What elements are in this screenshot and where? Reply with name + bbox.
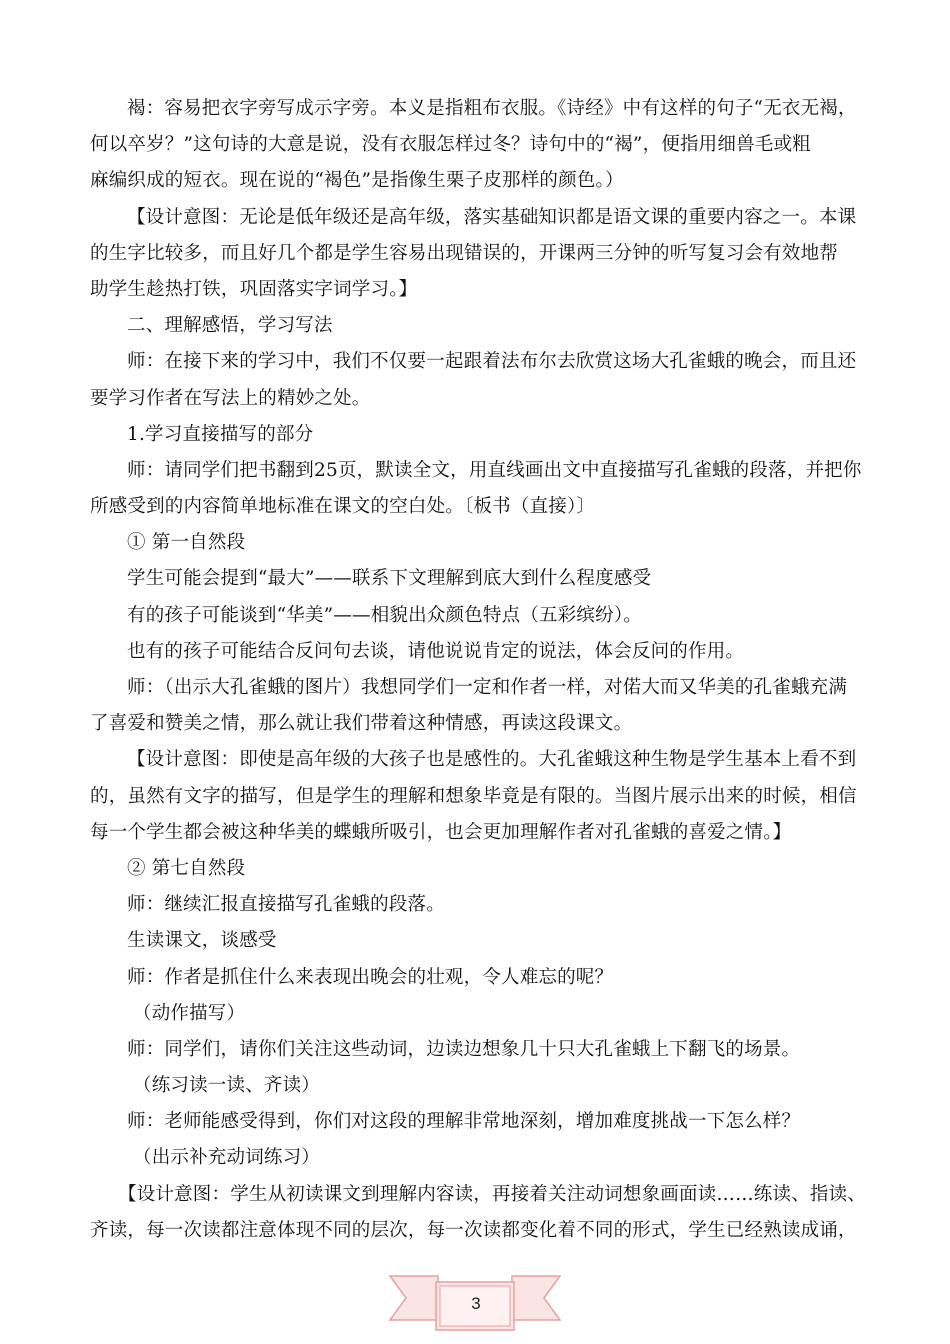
text-line: （练习读一读、齐读） [133, 1075, 321, 1097]
text-line: 何以卒岁？”这句诗的大意是说，没有衣服怎样过冬？诗句中的“褐”，便指用细兽毛或粗 [90, 134, 811, 156]
text-line: 师：继续汇报直接描写孔雀蛾的段落。 [127, 894, 445, 916]
text-line: 学生可能会提到“最大”——联系下文理解到底大到什么程度感受 [127, 568, 652, 590]
section-heading: 二、理解感悟，学习写法 [127, 315, 333, 337]
text-line: 要学习作者在写法上的精妙之处。 [90, 387, 371, 409]
text-line: 师：在接下来的学习中，我们不仅要一起跟着法布尔去欣赏这场大孔雀蛾的晚会，而且还 [127, 351, 857, 373]
text-line: 所感受到的内容简单地标准在课文的空白处。〔板书（直接）〕 [90, 496, 596, 518]
subsection-heading: 1.学习直接描写的部分 [127, 423, 314, 445]
text-line: 也有的孩子可能结合反问句去谈，请他说说肯定的说法，体会反问的作用。 [127, 640, 745, 662]
design-intent-line: 【设计意图：即使是高年级的大孩子也是感性的。大孔雀蛾这种生物是学生基本上看不到 [127, 749, 857, 771]
text-line: 师：请同学们把书翻到25页，默读全文，用直线画出文中直接描写孔雀蛾的段落，并把你 [127, 459, 862, 481]
text-line: 师：（出示大孔雀蛾的图片）我想同学们一定和作者一样，对偌大而又华美的孔雀蛾充满 [127, 677, 848, 698]
document-body [90, 91, 867, 1249]
text-line: 生读课文，谈感受 [127, 930, 277, 952]
text-line: （出示补充动词练习） [133, 1147, 321, 1169]
design-intent-line: 的生字比较多，而且好几个都是学生容易出现错误的，开课两三分钟的听写复习会有效地帮 [90, 242, 839, 264]
text-line: 师：老师能感受得到，你们对这段的理解非常地深刻，增加难度挑战一下怎么样？ [127, 1111, 801, 1133]
text-line: 有的孩子可能谈到“华美”——相貌出众颜色特点（五彩缤纷）。 [127, 604, 642, 626]
paragraph-label: ① 第一自然段 [127, 532, 246, 554]
text-line: 了喜爱和赞美之情，那么就让我们带着这种情感，再读这段课文。 [90, 713, 633, 735]
page-number: 3 [471, 1294, 481, 1313]
text-line: 麻编织成的短衣。现在说的“褐色”是指像生栗子皮那样的颜色。） [90, 170, 624, 192]
text-line: 师：同学们，请你们关注这些动词，边读边想象几十只大孔雀蛾上下翻飞的场景。 [127, 1038, 801, 1060]
design-intent-line: 的，虽然有文字的描写，但是学生的理解和想象毕竟是有限的。当图片展示出来的时候，相信 [90, 785, 857, 807]
design-intent-line: 每一个学生都会被这种华美的蝶蛾所吸引，也会更加理解作者对孔雀蛾的喜爱之情。】 [90, 821, 792, 843]
paragraph-label: ② 第七自然段 [127, 857, 246, 879]
design-intent-line: 【设计意图：无论是低年级还是高年级，落实基础知识都是语文课的重要内容之一。本课 [127, 206, 857, 228]
text-line: 师：作者是抓住什么来表现出晚会的壮观，令人难忘的呢？ [127, 966, 614, 988]
page-footer [0, 1268, 950, 1344]
design-intent-line: 助学生趁热打铁，巩固落实字词学习。】 [90, 278, 418, 300]
text-line: 褐：容易把衣字旁写成示字旁。本义是指粗布衣服。《诗经》中有这样的句子“无衣无褐， [127, 98, 857, 119]
design-intent-line: 【设计意图：学生从初读课文到理解内容读，再接着关注动词想象画面读……练读、指读、 [118, 1183, 867, 1205]
design-intent-line: 齐读，每一次读都注意体现不同的层次，每一次读都变化着不同的形式，学生已经熟读成诵， [90, 1219, 857, 1241]
text-line: （动作描写） [133, 1002, 246, 1024]
